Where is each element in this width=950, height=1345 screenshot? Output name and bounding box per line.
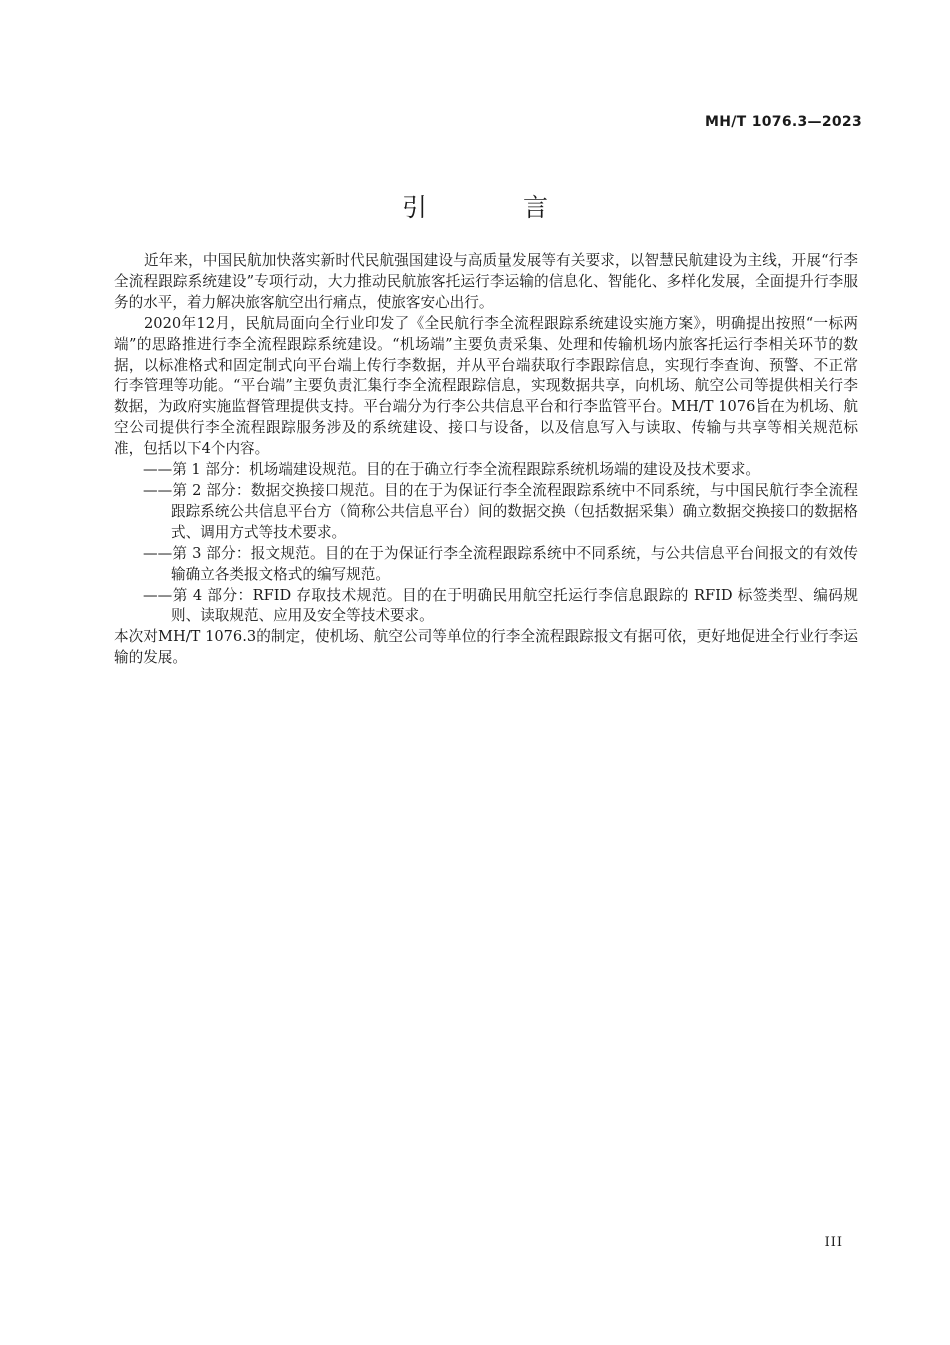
standard-code: MH/T 1076.3—2023 [705,114,862,130]
page-number: III [824,1235,843,1250]
document-body [114,251,858,669]
paragraph-background: 2020年12月，民航局面向全行业印发了《全民航行李全流程跟踪系统建设实施方案》，明确提出按照“一标两端”的思路推进行李全流程跟踪系统建设。“机场端”主要负责采集、处理和传输机场内旅客托运行李相关环节的数据，以标准格式和固定制式向平台端上传行李数据，并从平台端获取行李跟踪信息，实现行李查询、预警、不正常行李管理等功能。“平台端”主要负责汇集行李全流程跟踪信息，实现数据共享，向机场、航空公司等提供相关行李数据，为政府实施监督管理提供支持。平台端分为行李公共信息平台和行李监管平台。MH/T 1076旨在为机场、航空公司提供行李全流程跟踪服务涉及的系统建设、接口与设备，以及信息写入与读取、传输与共享等相关规范标准，包括以下4个内容。 [114,314,858,458]
paragraph-closing: 本次对MH/T 1076.3的制定，使机场、航空公司等单位的行李全流程跟踪报文有据可依，更好地促进全行业行李运输的发展。 [114,628,858,667]
paragraph-intro: 近年来，中国民航加快落实新时代民航强国建设与高质量发展等有关要求，以智慧民航建设为主线，开展“行李全流程跟踪系统建设”专项行动，大力推动民航旅客托运行李运输的信息化、智能化、多样化发展，全面提升行李服务的水平，着力解决旅客航空出行痛点，使旅客安心出行。 [114,252,858,311]
part-item-1: ——第 1 部分：机场端建设规范。目的在于确立行李全流程跟踪系统机场端的建设及技术要求。 [143,461,760,479]
part-item-4: ——第 4 部分：RFID 存取技术规范。目的在于明确民用航空托运行李信息跟踪的 RFID 标签类型、编码规则、读取规范、应用及安全等技术要求。 [143,586,858,625]
part-item-3: ——第 3 部分：报文规范。目的在于为保证行李全流程跟踪系统中不同系统，与公共信息平台间报文的有效传输确立各类报文格式的编写规范。 [143,544,858,583]
part-item-2: ——第 2 部分：数据交换接口规范。目的在于为保证行李全流程跟踪系统中不同系统，与中国民航行李全流程跟踪系统公共信息平台方（简称公共信息平台）间的数据交换（包括数据采集）确立数据交换接口的数据格式、调用方式等技术要求。 [143,481,858,541]
page-title: 引 言 [402,193,592,222]
